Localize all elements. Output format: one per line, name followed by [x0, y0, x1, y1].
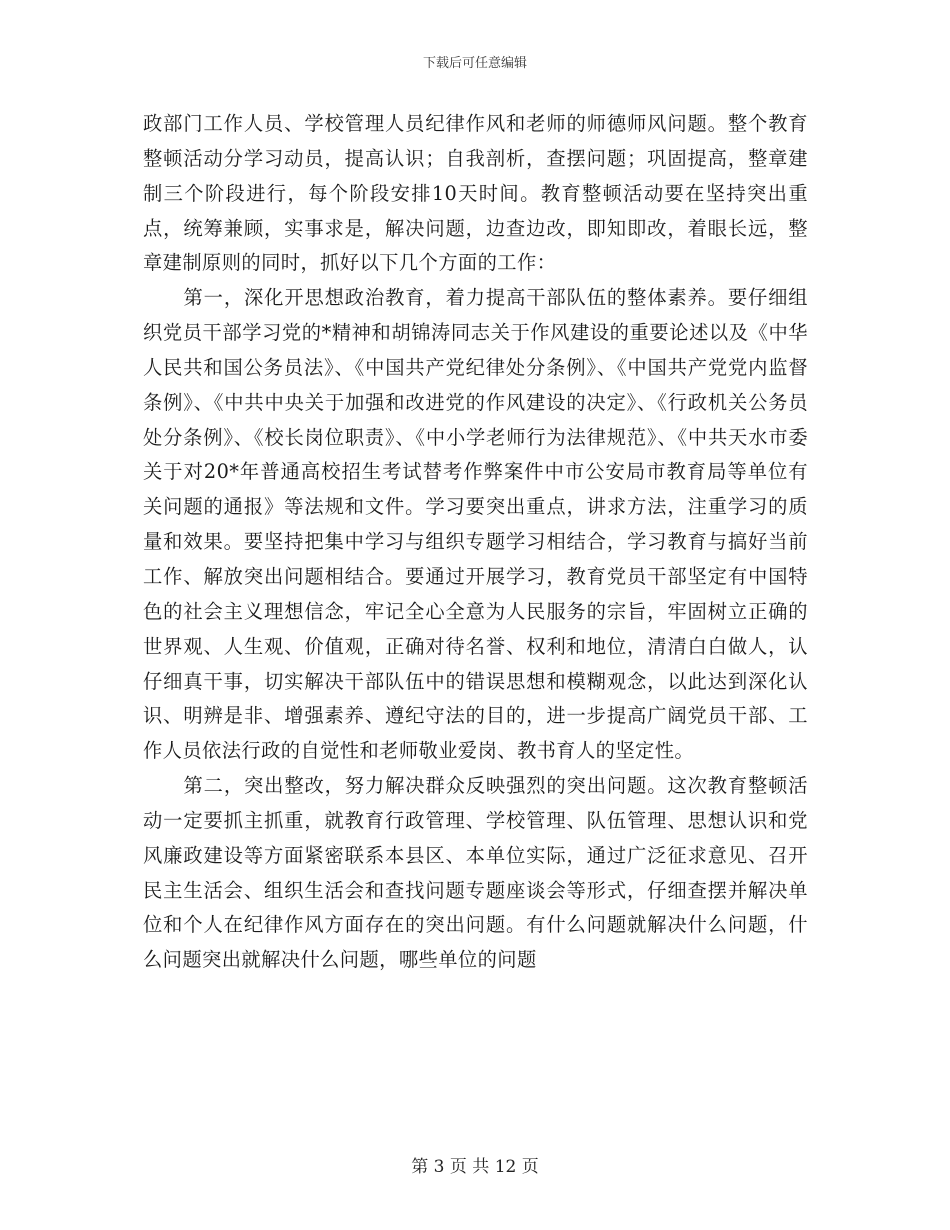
document-body: [143, 107, 808, 978]
page-header: 下载后可任意编辑: [422, 56, 527, 71]
paragraph-first-point: 第一，深化开思想政治教育，着力提高干部队伍的整体素养。要仔细组织党员干部学习党的*精神和胡锦涛同志关于作风建设的重要论述以及《中华人民共和国公务员法》、《中国共产党纪律处分条例》、《中国共产党党内监督条例》、《中共中央关于加强和改进党的作风建设的决定》、《行政机关公务员处分条例》、《校长岗位职责》、《中小学老师行为法律规范》、《中共天水市委关于对20*年普通高校招生考试替考作弊案件中市公安局市教育局等单位有关问题的通报》等法规和文件。学习要突出重点，讲求方法，注重学习的质量和效果。要坚持把集中学习与组织专题学习相结合，学习教育与搞好当前工作、解放突出问题相结合。要通过开展学习，教育党员干部坚定有中国特色的社会主义理想信念，牢记全心全意为人民服务的宗旨，牢固树立正确的世界观、人生观、价值观，正确对待名誉、权利和地位，清清白白做人，认仔细真干事，切实解决干部队伍中的错误思想和模糊观念，以此达到深化认识、明辨是非、增强素养、遵纪守法的目的，进一步提高广阔党员干部、工作人员依法行政的自觉性和老师敬业爱岗、教书育人的坚定性。: [143, 286, 808, 763]
page-number: 第 3 页 共 12 页: [411, 1157, 539, 1177]
paragraph-second-point: 第二，突出整改，努力解决群众反映强烈的突出问题。这次教育整顿活动一定要抓主抓重，就教育行政管理、学校管理、队伍管理、思想认识和党风廉政建设等方面紧密联系本县区、本单位实际，通过广泛征求意见、召开民主生活会、组织生活会和查找问题专题座谈会等形式，仔细查摆并解决单位和个人在纪律作风方面存在的突出问题。有什么问题就解决什么问题，什么问题突出就解决什么问题，哪些单位的问题: [143, 774, 808, 972]
paragraph-continuation: 政部门工作人员、学校管理人员纪律作风和老师的师德师风问题。整个教育整顿活动分学习动员，提高认识；自我剖析，查摆问题；巩固提高，整章建制三个阶段进行，每个阶段安排10天时间。教育整顿活动要在坚持突出重点，统筹兼顾，实事求是，解决问题，边查边改，即知即改，着眼长远，整章建制原则的同时，抓好以下几个方面的工作：: [143, 112, 808, 275]
